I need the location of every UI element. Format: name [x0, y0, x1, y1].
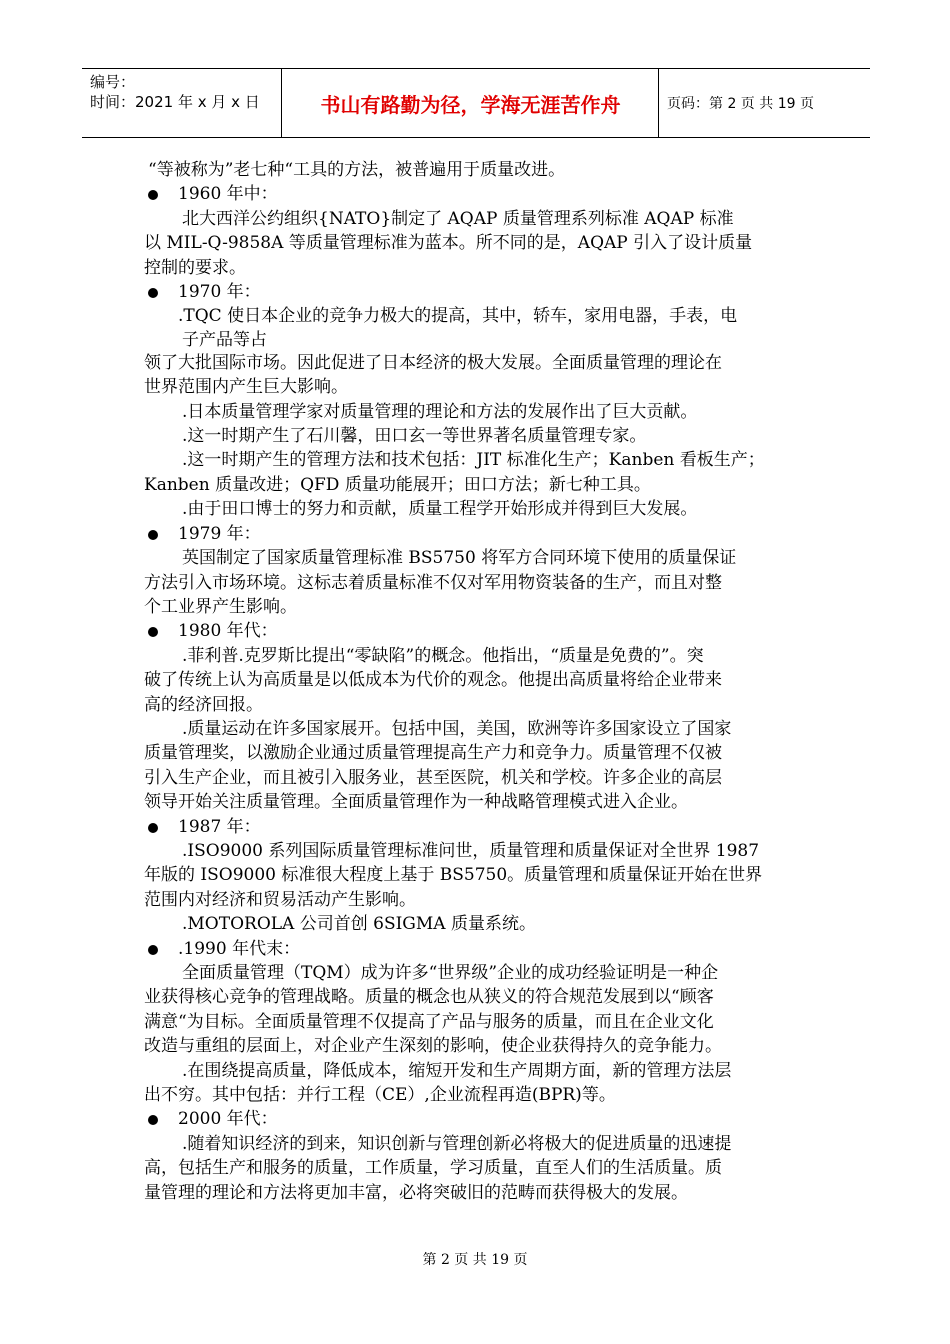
bullet-icon: [148, 823, 158, 833]
paragraph-line: 出不穷。其中包括：并行工程（CE）,企业流程再造(BPR)等。: [144, 1085, 616, 1106]
page-header: [82, 68, 870, 138]
bullet-icon: [148, 530, 158, 540]
paragraph-line: .随着知识经济的到来，知识创新与管理创新必将极大的促进质量的迅速提: [182, 1133, 732, 1154]
bullet-icon: [148, 1115, 158, 1125]
bullet-label: 2000 年代：: [178, 1109, 278, 1130]
paragraph-line: 改造与重组的层面上，对企业产生深刻的影响，使企业获得持久的竞争能力。: [144, 1036, 722, 1057]
paragraph-line: 领了大批国际市场。因此促进了日本经济的极大发展。全面质量管理的理论在: [144, 352, 722, 373]
paragraph-line: 范围内对经济和贸易活动产生影响。: [144, 889, 416, 910]
paragraph-line: 控制的要求。: [144, 257, 246, 278]
paragraph-line: 全面质量管理（TQM）成为许多“世界级”企业的成功经验证明是一种企: [182, 963, 719, 983]
paragraph-line: .日本质量管理学家对质量管理的理论和方法的发展作出了巨大贡献。: [182, 401, 698, 422]
bullet-1987: [144, 815, 816, 839]
paragraph-line: 破了传统上认为高质量是以低成本为代价的观念。他提出高质量将给企业带来: [144, 670, 722, 691]
bullet-icon: [148, 627, 158, 637]
paragraph-line: 个工业界产生影响。: [144, 596, 297, 617]
paragraph-line: 量管理的理论和方法将更加丰富，必将突破旧的范畴而获得极大的发展。: [144, 1182, 688, 1203]
bullet-1970: [144, 280, 816, 304]
paragraph-line: 北大西洋公约组织{NATO}制定了 AQAP 质量管理系列标准 AQAP 标准: [182, 208, 734, 229]
paragraph-line: .在围绕提高质量，降低成本，缩短开发和生产周期方面，新的管理方法层: [182, 1060, 732, 1081]
paragraph-line: 方法引入市场环境。这标志着质量标准不仅对军用物资装备的生产，而且对整: [144, 572, 722, 593]
paragraph-line: 英国制定了国家质量管理标准 BS5750 将军方合同环境下使用的质量保证: [182, 548, 737, 569]
bullet-label: 1960 年中：: [178, 184, 278, 205]
paragraph-line: .质量运动在许多国家展开。包括中国，美国，欧洲等许多国家设立了国家: [182, 718, 732, 739]
header-motto: 书山有路勤为径，学海无涯苦作舟: [283, 69, 659, 137]
bullet-1980: [144, 619, 816, 643]
paragraph-line: 领导开始关注质量管理。全面质量管理作为一种战略管理模式进入企业。: [144, 792, 688, 813]
header-page-number: 页码：第 2 页 共 19 页: [667, 96, 814, 112]
paragraph-line: .MOTOROLA 公司首创 6SIGMA 质量系统。: [182, 914, 536, 935]
bullet-label: 1987 年：: [178, 816, 261, 837]
paragraph-line: 业获得核心竞争的管理战略。质量的概念也从狭义的符合规范发展到以“顾客: [144, 987, 714, 1008]
paragraph-line: .菲利普.克罗斯比提出“零缺陷”的概念。他指出，“质量是免费的”。突: [182, 645, 704, 666]
bullet-1979: [144, 522, 816, 546]
paragraph-line: 高，包括生产和服务的质量，工作质量，学习质量，直至人们的生活质量。质: [144, 1158, 722, 1179]
page-footer: 第 2 页 共 19 页: [422, 1252, 528, 1268]
bullet-1990: [144, 937, 816, 961]
bullet-1960: [144, 182, 816, 206]
paragraph-line: 引入生产企业，而且被引入服务业，甚至医院，机关和学校。许多企业的高层: [144, 767, 722, 788]
paragraph-line: 世界范围内产生巨大影响。: [144, 377, 348, 398]
paragraph-line: .由于田口博士的努力和贡献，质量工程学开始形成并得到巨大发展。: [182, 499, 698, 520]
bullet-icon: [148, 288, 158, 298]
paragraph-line: .TQC 使日本企业的竞争力极大的提高，其中，轿车，家用电器，手表，电: [178, 306, 738, 327]
paragraph-line: .ISO9000 系列国际质量管理标准问世，质量管理和质量保证对全世界 1987: [182, 840, 760, 861]
bullet-label: 1980 年代：: [178, 621, 278, 642]
bullet-icon: [148, 190, 158, 200]
paragraph-line: 以 MIL-Q-9858A 等质量管理标准为蓝本。所不同的是，AQAP 引入了设计质量: [144, 233, 753, 254]
doc-date-label: 时间：2021 年 x 月 x 日: [90, 93, 260, 111]
bullet-label: 1970 年：: [178, 282, 261, 303]
bullet-icon: [148, 945, 158, 955]
paragraph-line: 年版的 ISO9000 标准很大程度上基于 BS5750。质量管理和质量保证开始在世界: [144, 865, 763, 886]
header-meta: [82, 69, 282, 137]
paragraph-line: 高的经济回报。: [144, 694, 263, 715]
paragraph-line: Kanben 质量改进；QFD 质量功能展开；田口方法；新七种工具。: [144, 474, 651, 495]
paragraph-line: .这一时期产生的管理方法和技术包括：JIT 标准化生产；Kanben 看板生产；: [182, 450, 765, 471]
bullet-label: 1979 年：: [178, 523, 261, 544]
paragraph-line: .这一时期产生了石川馨，田口玄一等世界著名质量管理专家。: [182, 426, 647, 447]
bullet-label: .1990 年代末：: [178, 938, 301, 959]
doc-number-label: 编号：: [90, 73, 136, 91]
paragraph-line: “等被称为”老七种“工具的方法，被普遍用于质量改进。: [148, 160, 566, 180]
bullet-2000: [144, 1107, 816, 1131]
document-body: [144, 158, 816, 1205]
paragraph-line: 质量管理奖，以激励企业通过质量管理提高生产力和竞争力。质量管理不仅被: [144, 743, 722, 764]
paragraph-line: 子产品等占: [182, 329, 267, 350]
paragraph-line: 满意“为目标。全面质量管理不仅提高了产品与服务的质量，而且在企业文化: [144, 1011, 714, 1032]
